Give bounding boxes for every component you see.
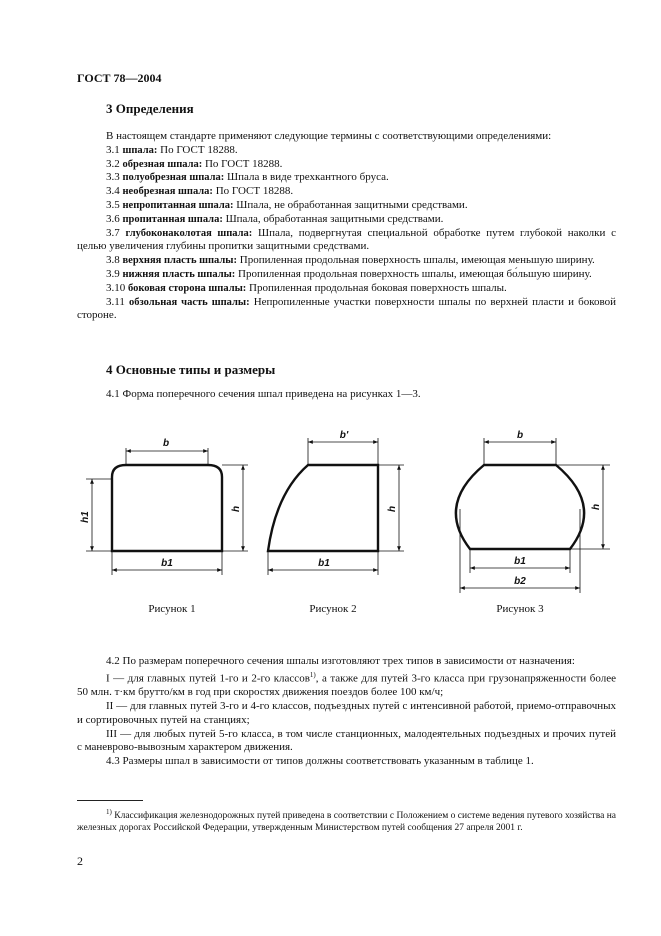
- item-number: 3.3: [106, 171, 120, 184]
- figure-1: [86, 448, 248, 575]
- item-number: 3.11: [106, 295, 125, 308]
- type-3: III — для любых путей 5-го класса, в том числе станционных, малодеятельных подъездных и прочих путей с маневрово-вывозным характером движения.: [77, 727, 616, 754]
- cross-section-figures: [0, 425, 661, 625]
- figure-3-caption: Рисунок 3: [496, 603, 544, 615]
- definition-3-3: [106, 171, 616, 185]
- figure-2: [268, 438, 404, 575]
- label-b1: b1: [318, 558, 330, 569]
- item-number: 3.6: [106, 212, 120, 225]
- item-number: 3.9: [106, 267, 120, 280]
- figure-3: [456, 438, 610, 593]
- label-b: b: [162, 438, 170, 449]
- figure-2-section: [268, 465, 378, 551]
- definition-3-6: [106, 213, 616, 227]
- definition: По ГОСТ 18288.: [202, 157, 283, 170]
- definition: По ГОСТ 18288.: [157, 143, 238, 156]
- definition: По ГОСТ 18288.: [212, 185, 294, 198]
- definition: Пропиленная продольная поверхность шпалы, имеющая бо́льшую ширину.: [235, 267, 592, 280]
- item-number: 3.4: [106, 185, 120, 198]
- definition-3-1: [106, 144, 616, 158]
- label-b1: b1: [161, 558, 173, 569]
- term: нижняя пласть шпалы:: [122, 268, 236, 280]
- label-b: b: [516, 430, 524, 441]
- item-number: 3.5: [106, 198, 120, 211]
- type-1: [77, 669, 616, 700]
- figure-3-section: [456, 465, 584, 549]
- definition-3-7: [77, 227, 616, 255]
- term: верхняя пласть шпалы:: [122, 255, 237, 267]
- paragraph-4-1: 4.1 Форма поперечного сечения шпал приведена на рисунках 1—3.: [106, 388, 421, 400]
- term: шпала:: [122, 144, 158, 156]
- term: пропитанная шпала:: [122, 213, 223, 225]
- definition: Пропиленная продольная поверхность шпалы, имеющая меньшую ширину.: [237, 254, 595, 267]
- term: боковая сторона шпалы:: [128, 282, 247, 294]
- definition-3-4: [106, 185, 616, 199]
- definition-3-5: [106, 199, 616, 213]
- label-b-prime: b': [339, 430, 349, 441]
- type-2: II — для главных путей 3-го и 4-го классов, подъездных путей с интенсивной работой, приемо-отправочных и сортировочных путей на станциях;: [77, 700, 616, 726]
- definition-3-8: [77, 254, 616, 268]
- item-number: 3.2: [106, 157, 120, 170]
- definition: Непропиленные участки поверхности шпалы по верхней пласти и боковой стороне.: [77, 295, 617, 322]
- definition: Пропиленная продольная боковая поверхность шпалы.: [246, 281, 507, 294]
- figure-1-section: [112, 465, 222, 551]
- definition: Шпала, обработанная защитными средствами.: [222, 212, 444, 225]
- label-h1: h1: [80, 511, 91, 523]
- definition: Шпала, подвергнутая специальной обработке путем глубокой наколки с целью увеличения глубины пропитки защитными средствами.: [77, 226, 616, 253]
- term: обзольная часть шпалы:: [128, 296, 250, 308]
- definitions-block: [77, 130, 617, 323]
- item-number: 3.7: [106, 226, 120, 239]
- term: обрезная шпала:: [122, 158, 203, 170]
- footnote-separator: [77, 800, 143, 801]
- item-number: 3.1: [106, 143, 120, 156]
- term: полуобрезная шпала:: [122, 172, 225, 184]
- type-1-text-cont: , а также для путей 3-го класса при грузонапряженности более 50 млн. т·км брутто/км в год при скоростях движения поездов более 100 км/ч;: [77, 672, 616, 699]
- item-number: 3.10: [106, 281, 126, 294]
- document-header: ГОСТ 78—2004: [77, 71, 162, 85]
- figure-2-caption: Рисунок 2: [309, 603, 357, 615]
- label-h: h: [387, 505, 398, 513]
- types-block: [77, 655, 616, 769]
- page-number: 2: [77, 854, 83, 868]
- label-h: h: [231, 505, 242, 513]
- definition: Шпала, не обработанная защитными средствами.: [233, 198, 468, 211]
- section-4-title: 4 Основные типы и размеры: [106, 362, 276, 377]
- definition-3-11: [77, 296, 616, 324]
- footnote: [77, 806, 616, 834]
- definition: Шпала в виде трехкантного бруса.: [224, 171, 389, 184]
- paragraph-4-2: 4.2 По размерам поперечного сечения шпалы изготовляют трех типов в зависимости от назначения:: [106, 655, 575, 667]
- definition-3-10: [106, 282, 616, 296]
- footnote-ref: 1): [309, 670, 316, 679]
- label-b2: b2: [514, 576, 526, 587]
- definition-3-9: [77, 268, 616, 282]
- figure-1-caption: Рисунок 1: [148, 603, 196, 615]
- section-3-title: 3 Определения: [106, 101, 194, 116]
- footnote-text: Классификация железнодорожных путей приведена в соответствии с Положением о системе ведения путевого хозяйства на железных дорогах Российской Федерации, утвержденным Министерством путей сообщения 27 апреля 2001 г.: [77, 811, 616, 834]
- item-number: 3.8: [106, 254, 120, 267]
- paragraph-4-3: 4.3 Размеры шпал в зависимости от типов должны соответствовать указанным в таблице 1.: [106, 755, 534, 768]
- footnote-mark: 1): [106, 808, 112, 816]
- definitions-intro: В настоящем стандарте применяют следующие термины с соответствующими определениями:: [106, 130, 552, 142]
- term: необрезная шпала:: [122, 186, 213, 198]
- term: глубоконаколотая шпала:: [125, 227, 253, 239]
- label-h: h: [591, 503, 602, 511]
- label-b1: b1: [514, 556, 526, 567]
- type-1-text: I — для главных путей 1-го и 2-го классов: [106, 672, 310, 685]
- term: непропитанная шпала:: [122, 199, 234, 211]
- definition-3-2: [106, 158, 616, 172]
